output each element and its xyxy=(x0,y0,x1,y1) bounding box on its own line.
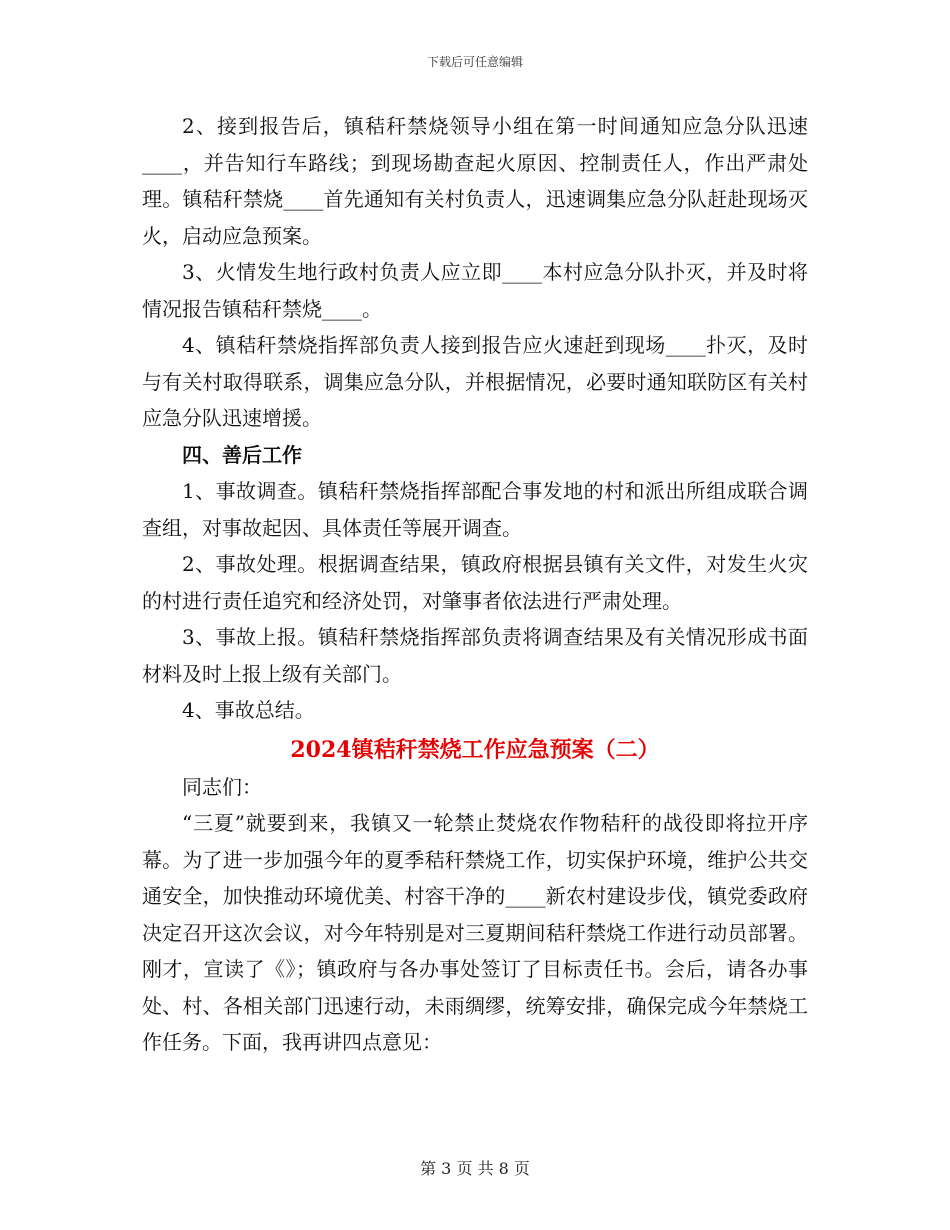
paragraph-speech-intro: “三夏”就要到来，我镇又一轮禁止焚烧农作物秸秆的战役即将拉开序幕。为了进一步加强今年的夏季秸秆禁烧工作，切实保护环境，维护公共交通安全，加快推动环境优美、村容干净的____新农村建设步伐，镇党委政府决定召开这次会议，对今年特别是对三夏期间秸秆禁烧工作进行动员部署。刚才，宣读了《》；镇政府与各办事处签订了目标责任书。会后，请各办事处、村、各相关部门迅速行动，未雨绸缪，统筹安排，确保完成今年禁烧工作任务。下面，我再讲四点意见： xyxy=(142,811,808,1054)
paragraph-accident-summary: 4、事故总结。 xyxy=(182,698,315,722)
document-body xyxy=(142,108,808,1061)
section-heading-aftermath: 四、善后工作 xyxy=(182,442,302,467)
paragraph-accident-reporting: 3、事故上报。镇秸秆禁烧指挥部负责将调查结果及有关情况形成书面材料及时上报上级有关部门。 xyxy=(142,625,808,686)
paragraph-salutation: 同志们： xyxy=(182,774,262,799)
paragraph-accident-investigation: 1、事故调查。镇秸秆禁烧指挥部配合事发地的村和派出所组成联合调查组，对事故起因、具体责任等展开调查。 xyxy=(142,479,808,540)
page-header: 下载后可任意编辑 xyxy=(426,55,523,69)
page-number-footer: 第 3 页 共 8 页 xyxy=(420,1159,530,1178)
document-title: 2024镇秸秆禁烧工作应急预案（二） xyxy=(290,736,660,763)
paragraph-emergency-step-2: 2、接到报告后，镇秸秆禁烧领导小组在第一时间通知应急分队迅速____，并告知行车路线；到现场勘查起火原因、控制责任人，作出严肃处理。镇秸秆禁烧____首先通知有关村负责人，迅速调集应急分队赶赴现场灭火，启动应急预案。 xyxy=(142,114,808,248)
paragraph-emergency-step-4: 4、镇秸秆禁烧指挥部负责人接到报告应火速赶到现场____扑灭，及时与有关村取得联系，调集应急分队，并根据情况，必要时通知联防区有关村应急分队迅速增援。 xyxy=(142,333,808,430)
paragraph-accident-handling: 2、事故处理。根据调查结果，镇政府根据县镇有关文件，对发生火灾的村进行责任追究和经济处罚，对肇事者依法进行严肃处理。 xyxy=(142,552,808,613)
paragraph-emergency-step-3: 3、火情发生地行政村负责人应立即____本村应急分队扑灭，并及时将情况报告镇秸秆禁烧____。 xyxy=(142,260,808,321)
